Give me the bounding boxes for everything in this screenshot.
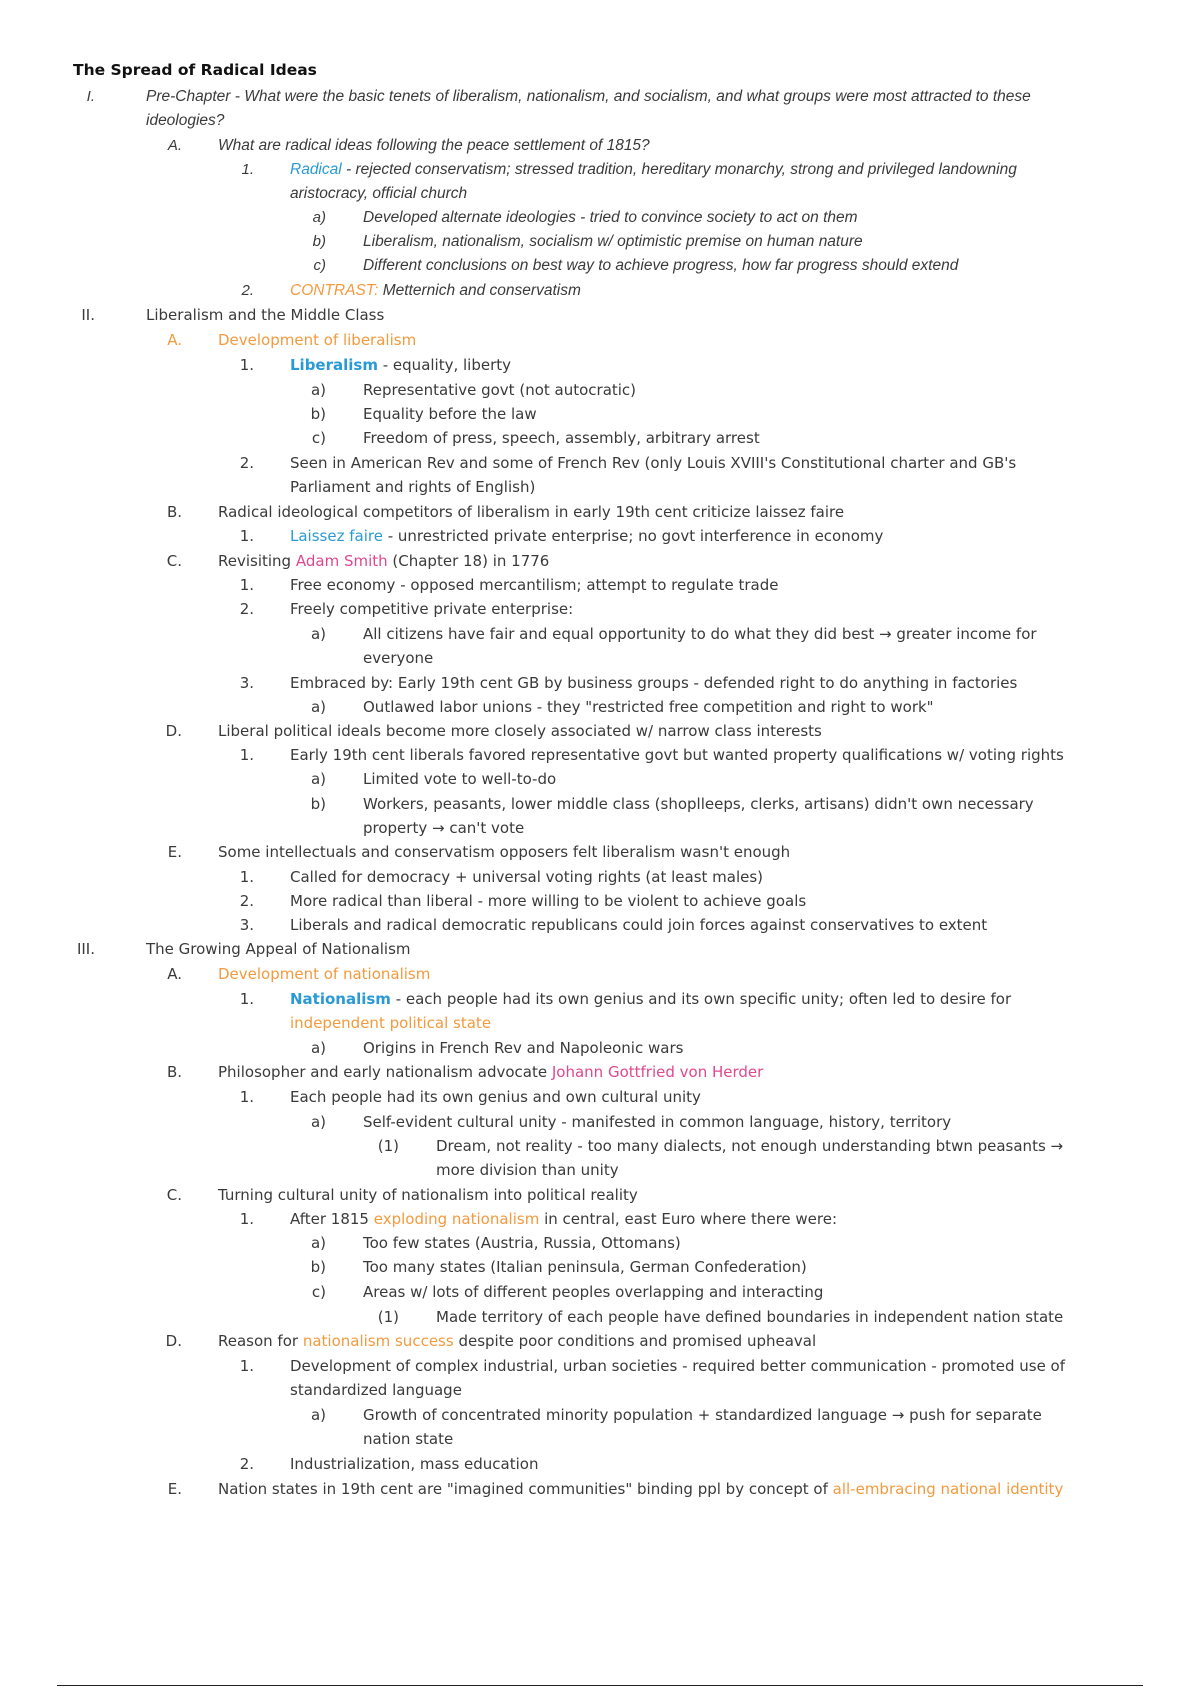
line-text: Freedom of press, speech, assembly, arbitrary arrest xyxy=(363,429,760,447)
line-text: After 1815 xyxy=(290,1210,374,1228)
line-text: The Growing Appeal of Nationalism xyxy=(146,940,411,958)
outline-line xyxy=(290,600,573,618)
outline-line xyxy=(146,306,384,324)
outline-marker: A. xyxy=(167,965,182,983)
line-text: in central, east Euro where there were: xyxy=(539,1210,838,1228)
outline-marker: 1. xyxy=(239,1357,254,1375)
outline-marker: 2. xyxy=(241,282,254,299)
line-text: - each people had its own genius and its own specific unity; often led to desire for xyxy=(390,990,1012,1008)
highlighted-term: Development of nationalism xyxy=(218,965,431,983)
outline-line xyxy=(290,746,1064,764)
outline-marker: c) xyxy=(311,429,326,447)
outline-marker: a) xyxy=(310,1406,326,1424)
outline-marker: E. xyxy=(167,843,182,861)
line-text: Seen in American Rev and some of French Rev (only Louis XVIII's Constitutional charter and GB's xyxy=(290,454,1017,472)
outline-marker: 2. xyxy=(239,454,254,472)
line-text: ideologies? xyxy=(146,112,225,129)
outline-line xyxy=(363,1113,951,1131)
outline-line xyxy=(146,88,1031,106)
highlighted-term: Liberalism xyxy=(290,356,378,374)
line-text: - unrestricted private enterprise; no govt interference in economy xyxy=(382,527,884,545)
outline-marker: B. xyxy=(166,1063,182,1081)
highlighted-term: exploding nationalism xyxy=(373,1210,540,1228)
line-text: Liberal political ideals become more closely associated w/ narrow class interests xyxy=(218,722,822,740)
line-text: Self-evident cultural unity - manifested in common language, history, territory xyxy=(363,1113,952,1131)
line-text: Made territory of each people have defined boundaries in independent nation state xyxy=(436,1308,1064,1326)
outline-marker: 1. xyxy=(239,527,254,545)
outline-line xyxy=(363,233,863,251)
line-text: Pre-Chapter - What were the basic tenets of liberalism, nationalism, and socialism, and what groups were most attracted to these xyxy=(146,88,1031,105)
line-text: Different conclusions on best way to achieve progress, how far progress should extend xyxy=(363,257,959,274)
highlighted-term: Radical xyxy=(290,161,342,178)
line-text: Representative govt (not autocratic) xyxy=(363,381,637,399)
line-text: Philosopher and early nationalism advocate xyxy=(218,1063,552,1081)
outline-marker: 2. xyxy=(239,1455,254,1473)
outline-marker: I. xyxy=(86,88,95,105)
outline-marker: c) xyxy=(313,257,326,274)
outline-line xyxy=(218,1063,763,1081)
outline-marker: a) xyxy=(310,1113,326,1131)
line-text: Nation states in 19th cent are "imagined communities" binding ppl by concept of xyxy=(218,1480,833,1498)
outline-line xyxy=(290,1014,491,1032)
line-text: Free economy - opposed mercantilism; attempt to regulate trade xyxy=(290,576,779,594)
outline-line xyxy=(290,478,535,496)
outline-marker: 1. xyxy=(239,746,254,764)
outline-line xyxy=(218,843,790,861)
highlighted-term: Laissez faire xyxy=(290,527,383,545)
highlighted-term: Development of liberalism xyxy=(218,331,417,349)
line-text: Industrialization, mass education xyxy=(290,1455,539,1473)
line-text: Areas w/ lots of different peoples overlapping and interacting xyxy=(363,1283,824,1301)
line-text: Parliament and rights of English) xyxy=(290,478,536,496)
outline-marker: a) xyxy=(310,381,326,399)
outline-line xyxy=(290,674,1017,692)
line-text: Liberals and radical democratic republicans could join forces against conservatives to extent xyxy=(290,916,988,934)
outline-line xyxy=(290,1357,1065,1375)
outline-line xyxy=(363,209,858,227)
outline-line xyxy=(363,381,636,399)
outline-line xyxy=(363,649,433,667)
outline-line xyxy=(363,770,556,788)
line-text: Metternich and conservatism xyxy=(378,282,581,299)
line-text: aristocracy, official church xyxy=(290,185,468,202)
outline-line xyxy=(218,552,549,570)
outline-line xyxy=(363,1039,683,1057)
outline-marker: b) xyxy=(310,405,326,423)
outline-line xyxy=(290,868,763,886)
outline-marker: C. xyxy=(166,1186,182,1204)
outline-marker: E. xyxy=(167,1480,182,1498)
outline-line xyxy=(146,112,224,130)
outline-marker: 2. xyxy=(239,600,254,618)
outline-line xyxy=(363,1406,1042,1424)
outline-line xyxy=(363,819,524,837)
line-text: Origins in French Rev and Napoleonic wars xyxy=(363,1039,684,1057)
highlighted-term: independent political state xyxy=(290,1014,492,1032)
outline-line xyxy=(363,1283,823,1301)
line-text: despite poor conditions and promised upheaval xyxy=(453,1332,817,1350)
outline-marker: D. xyxy=(165,722,182,740)
outline-marker: 1. xyxy=(239,990,254,1008)
outline-line xyxy=(363,795,1034,813)
line-text: Called for democracy + universal voting rights (at least males) xyxy=(290,868,764,886)
outline-marker: (1) xyxy=(377,1308,399,1326)
outline-line xyxy=(363,1430,453,1448)
outline-line xyxy=(290,1381,462,1399)
highlighted-term: Adam Smith xyxy=(295,552,388,570)
outline-line xyxy=(363,1258,807,1276)
line-text: Development of complex industrial, urban societies - required better communication - promoted use of xyxy=(290,1357,1066,1375)
outline-line xyxy=(363,625,1037,643)
outline-line xyxy=(218,137,650,155)
outline-marker: b) xyxy=(312,233,326,250)
outline-marker: a) xyxy=(312,209,326,226)
outline-line xyxy=(290,576,778,594)
outline-marker: 1. xyxy=(239,1210,254,1228)
outline-marker: B. xyxy=(166,503,182,521)
document-title: The Spread of Radical Ideas xyxy=(73,61,317,79)
line-text: Turning cultural unity of nationalism into political reality xyxy=(218,1186,638,1204)
outline-marker: 2. xyxy=(239,892,254,910)
line-text: property → can't vote xyxy=(363,819,525,837)
line-text: nation state xyxy=(363,1430,454,1448)
outline-line xyxy=(290,892,806,910)
outline-marker: 1. xyxy=(239,1088,254,1106)
outline-line xyxy=(436,1161,619,1179)
outline-line xyxy=(363,405,537,423)
line-text: All citizens have fair and equal opportunity to do what they did best → greater income for xyxy=(363,625,1037,643)
line-text: Radical ideological competitors of liberalism in early 19th cent criticize laissez faire xyxy=(218,503,845,521)
outline-line xyxy=(363,429,760,447)
outline-marker: C. xyxy=(166,552,182,570)
highlighted-term: Nationalism xyxy=(290,990,391,1008)
line-text: What are radical ideas following the peace settlement of 1815? xyxy=(218,137,650,154)
highlighted-term: Johann Gottfried von Herder xyxy=(551,1063,764,1081)
line-text: Liberalism, nationalism, socialism w/ optimistic premise on human nature xyxy=(363,233,863,250)
line-text: - rejected conservatism; stressed tradition, hereditary monarchy, strong and privileged landowning xyxy=(341,161,1017,178)
outline-line xyxy=(218,722,822,740)
line-text: Developed alternate ideologies - tried to convince society to act on them xyxy=(363,209,858,226)
outline-line xyxy=(363,257,958,275)
outline-marker: b) xyxy=(310,795,326,813)
line-text: Too many states (Italian peninsula, German Confederation) xyxy=(363,1258,807,1276)
outline-marker: a) xyxy=(310,1039,326,1057)
line-text: Dream, not reality - too many dialects, not enough understanding btwn peasants → xyxy=(436,1137,1064,1155)
outline-line xyxy=(290,161,1017,179)
line-text: (Chapter 18) in 1776 xyxy=(387,552,550,570)
line-text: Too few states (Austria, Russia, Ottomans) xyxy=(363,1234,681,1252)
line-text: - equality, liberty xyxy=(377,356,512,374)
highlighted-term: all-embracing national identity xyxy=(832,1480,1064,1498)
outline-line xyxy=(363,1234,681,1252)
outline-marker: A. xyxy=(167,137,182,154)
outline-line xyxy=(290,282,581,300)
outline-marker: a) xyxy=(310,698,326,716)
outline-line xyxy=(436,1137,1063,1155)
line-text: Reason for xyxy=(218,1332,303,1350)
highlighted-term: nationalism success xyxy=(302,1332,454,1350)
line-text: Outlawed labor unions - they "restricted free competition and right to work" xyxy=(363,698,934,716)
outline-line xyxy=(218,965,430,983)
line-text: Workers, peasants, lower middle class (shoplleeps, clerks, artisans) didn't own necessary xyxy=(363,795,1034,813)
outline-line xyxy=(218,331,416,349)
outline-line xyxy=(290,1210,837,1228)
line-text: everyone xyxy=(363,649,434,667)
outline-marker: 1. xyxy=(239,576,254,594)
outline-marker: A. xyxy=(167,331,182,349)
line-text: standardized language xyxy=(290,1381,462,1399)
line-text: Embraced by: Early 19th cent GB by business groups - defended right to do anything in factories xyxy=(290,674,1018,692)
outline-marker: 1. xyxy=(239,868,254,886)
line-text: Limited vote to well-to-do xyxy=(363,770,557,788)
outline-marker: a) xyxy=(310,770,326,788)
outline-line xyxy=(290,527,883,545)
outline-marker: c) xyxy=(311,1283,326,1301)
outline-line xyxy=(218,1480,1063,1498)
outline-line xyxy=(290,454,1016,472)
line-text: more division than unity xyxy=(436,1161,619,1179)
outline-marker: D. xyxy=(165,1332,182,1350)
outline-line xyxy=(290,1455,538,1473)
outline-marker: a) xyxy=(310,625,326,643)
outline-marker: (1) xyxy=(377,1137,399,1155)
outline-line xyxy=(218,1186,638,1204)
line-text: Freely competitive private enterprise: xyxy=(290,600,574,618)
outline-line xyxy=(290,916,987,934)
highlighted-term: CONTRAST: xyxy=(290,282,379,299)
outline-line xyxy=(218,1332,816,1350)
outline-line xyxy=(363,698,934,716)
outline-marker: II. xyxy=(81,306,95,324)
outline-marker: 1. xyxy=(239,356,254,374)
line-text: Revisiting xyxy=(218,552,296,570)
line-text: Some intellectuals and conservatism opposers felt liberalism wasn't enough xyxy=(218,843,791,861)
outline-line xyxy=(146,940,411,958)
line-text: Early 19th cent liberals favored representative govt but wanted property qualifications w/ voting rights xyxy=(290,746,1064,764)
outline-marker: a) xyxy=(310,1234,326,1252)
outline-line xyxy=(290,185,467,203)
outline-line xyxy=(218,503,844,521)
outline-marker: b) xyxy=(310,1258,326,1276)
line-text: Liberalism and the Middle Class xyxy=(146,306,385,324)
line-text: Each people had its own genius and own cultural unity xyxy=(290,1088,701,1106)
outline-line xyxy=(290,356,511,374)
outline-line xyxy=(436,1308,1063,1326)
outline-line xyxy=(290,1088,701,1106)
outline-marker: III. xyxy=(76,940,95,958)
outline-marker: 1. xyxy=(241,161,254,178)
line-text: More radical than liberal - more willing to be violent to achieve goals xyxy=(290,892,807,910)
outline-line xyxy=(290,990,1011,1008)
outline-marker: 3. xyxy=(239,916,254,934)
line-text: Growth of concentrated minority population + standardized language → push for separate xyxy=(363,1406,1042,1424)
footer-rule xyxy=(57,1685,1143,1686)
line-text: Equality before the law xyxy=(363,405,537,423)
outline-marker: 3. xyxy=(239,674,254,692)
